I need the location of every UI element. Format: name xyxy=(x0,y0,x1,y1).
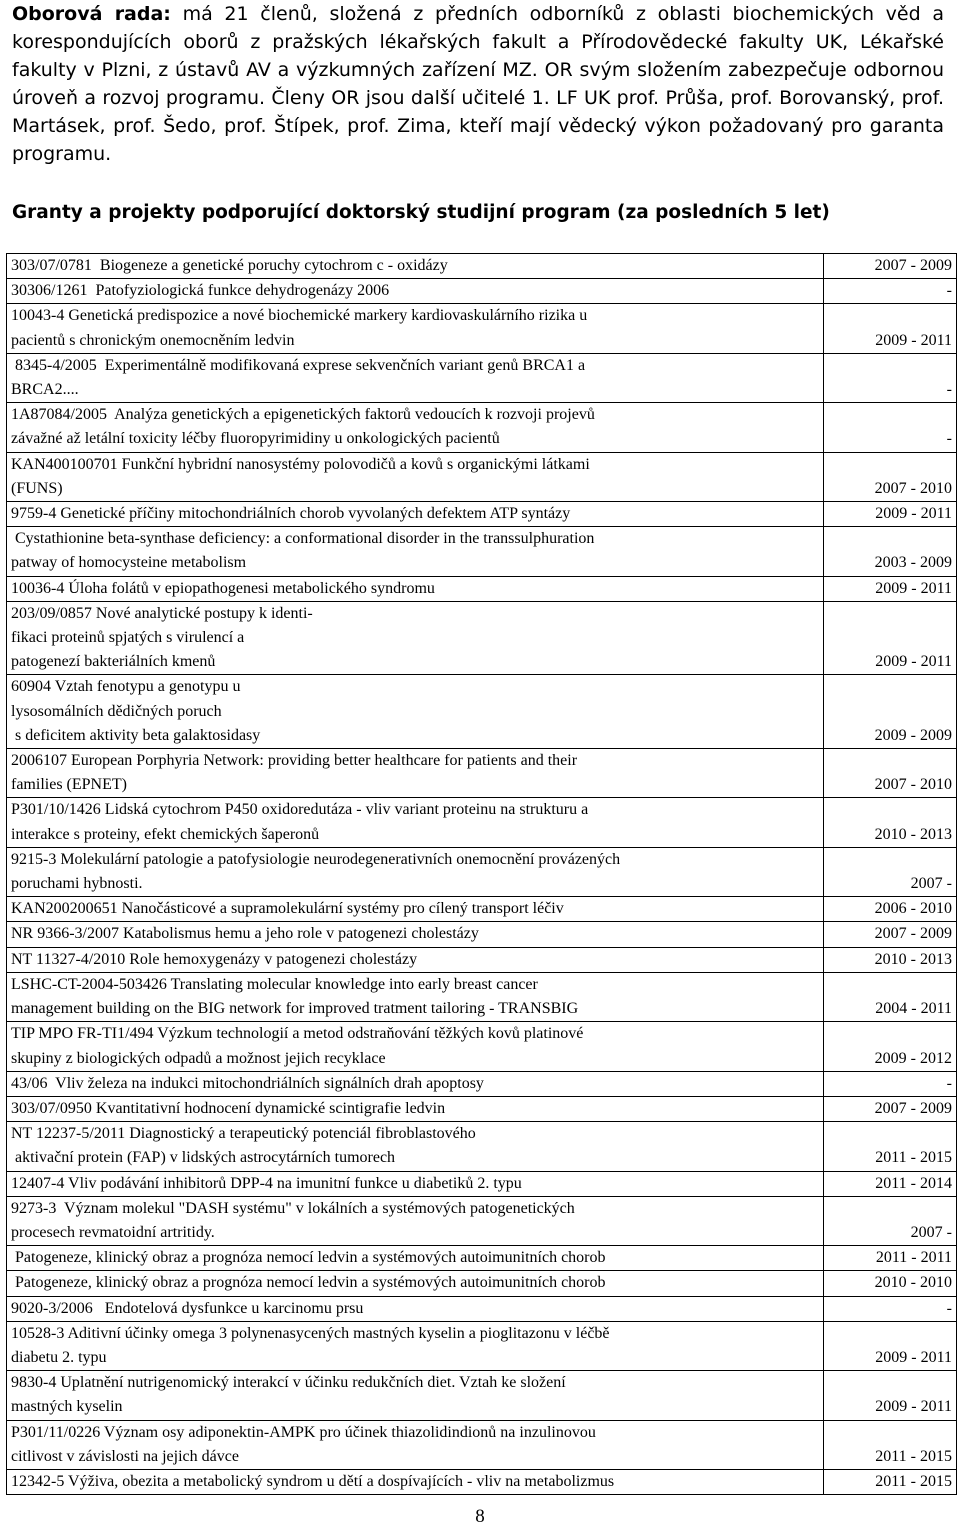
grant-description-line: závažné až letální toxicity léčby fluoropyrimidiny u onkologických pacientů xyxy=(11,430,500,448)
grant-description xyxy=(7,254,824,279)
grant-description-line: 303/07/0950 Kvantitativní hodnocení dynamické scintigrafie ledvin xyxy=(11,1099,446,1117)
table-row xyxy=(7,502,957,527)
grant-description-line: (FUNS) xyxy=(11,479,63,497)
table-row xyxy=(7,527,957,576)
grant-period: 2010 - 2010 xyxy=(824,1271,957,1296)
grant-period: 2007 - 2009 xyxy=(824,1096,957,1121)
grant-description xyxy=(7,798,824,847)
grant-period: 2007 - 2009 xyxy=(824,254,957,279)
grant-period: 2003 - 2009 xyxy=(824,527,957,576)
grant-description-line: mastných kyselin xyxy=(11,1398,123,1416)
grant-description xyxy=(7,749,824,798)
grant-period: 2006 - 2010 xyxy=(824,897,957,922)
grant-description xyxy=(7,922,824,947)
grant-description xyxy=(7,601,824,675)
intro-label: Oborová rada: xyxy=(12,3,171,25)
grant-period: 2009 - 2011 xyxy=(824,1371,957,1420)
table-row xyxy=(7,1420,957,1469)
grant-description-line: 10528-3 Aditivní účinky omega 3 polynenasycených mastných kyselin a pioglitazonu v léčbě xyxy=(11,1324,610,1342)
grant-description-line: Patogeneze, klinický obraz a prognóza nemocí ledvin a systémových autoimunitních chorob xyxy=(11,1274,606,1292)
grant-description-line: 303/07/0781 Biogeneze a genetické poruchy cytochrom c - oxidázy xyxy=(11,257,448,274)
grant-description-line: 9830-4 Uplatnění nutrigenomický interakcí v účinku redukčních diet. Vztah ke složení xyxy=(11,1374,566,1392)
table-row xyxy=(7,1022,957,1071)
grant-period: 2009 - 2011 xyxy=(824,1321,957,1370)
grant-description xyxy=(7,576,824,601)
grant-description xyxy=(7,353,824,402)
table-row xyxy=(7,1371,957,1420)
table-row xyxy=(7,403,957,452)
grant-period: 2007 - xyxy=(824,1196,957,1245)
table-row xyxy=(7,304,957,353)
table-row xyxy=(7,1096,957,1121)
table-row xyxy=(7,452,957,501)
grant-description xyxy=(7,1271,824,1296)
grant-description-line: 9020-3/2006 Endotelová dysfunkce u karcinomu prsu xyxy=(11,1299,364,1317)
grant-description-line: 10036-4 Úloha folátů v epiopathogenesi metabolického syndromu xyxy=(11,579,435,597)
table-row xyxy=(7,576,957,601)
grant-period: 2007 - xyxy=(824,847,957,896)
grant-period: - xyxy=(824,1071,957,1096)
table-row xyxy=(7,601,957,675)
grant-description xyxy=(7,1071,824,1096)
grant-description xyxy=(7,304,824,353)
table-row xyxy=(7,1469,957,1494)
grant-description xyxy=(7,897,824,922)
grant-description-line: aktivační protein (FAP) v lidských astrocytárních tumorech xyxy=(11,1149,396,1167)
table-row xyxy=(7,1246,957,1271)
table-row xyxy=(7,1296,957,1321)
grant-description-line: families (EPNET) xyxy=(11,776,127,794)
grant-description-line: 43/06 Vliv železa na indukci mitochondriálních signálních drah apoptosy xyxy=(11,1074,484,1092)
grants-heading: Granty a projekty podporující doktorský studijní program (za posledních 5 let) xyxy=(12,202,830,223)
grant-description xyxy=(7,1420,824,1469)
grant-description xyxy=(7,1171,824,1196)
page-number: 8 xyxy=(475,1506,485,1527)
grant-description-line: KAN200200651 Nanočásticové a supramolekulární systémy pro cílený transport léčiv xyxy=(11,900,564,918)
grant-period: 2010 - 2013 xyxy=(824,947,957,972)
grant-period: 2009 - 2011 xyxy=(824,304,957,353)
table-row xyxy=(7,1171,957,1196)
grant-period: 2010 - 2013 xyxy=(824,798,957,847)
table-row xyxy=(7,972,957,1021)
table-row xyxy=(7,279,957,304)
grant-description-line: KAN400100701 Funkční hybridní nanosystémy polovodičů a kovů s organickými látkami xyxy=(11,455,590,473)
grant-description-line: interakce s proteiny, efekt chemických šaperonů xyxy=(11,825,320,843)
grant-description-line: BRCA2.... xyxy=(11,381,79,399)
grant-description-line: Patogeneze, klinický obraz a prognóza nemocí ledvin a systémových autoimunitních chorob xyxy=(11,1249,606,1267)
grant-period: - xyxy=(824,1296,957,1321)
grant-description xyxy=(7,847,824,896)
grant-period: - xyxy=(824,279,957,304)
grant-description-line: fikaci proteinů spjatých s virulencí a xyxy=(11,629,245,647)
grant-period: 2004 - 2011 xyxy=(824,972,957,1021)
intro-text: má 21 členů, složená z předních odborníků z oblasti biochemických věd a korespondujících oborů z pražských lékařských fakult a Přírodovědecké fakulty UK, Lékařské fakulty v Plzni, z ústavů AV a výzkumných zařízení MZ. OR svým složením zabezpečuje odbornou úroveň a rozvoj programu. Členy OR jsou další učitelé 1. LF UK prof. Průša, prof. Borovanský, prof. Martásek, prof. Šedo, prof. Štípek, prof. Zima, kteří mají vědecký výkon požadovaný pro garanta programu. xyxy=(12,3,944,165)
table-row xyxy=(7,1071,957,1096)
grant-description-line: patogenezí bakteriálních kmenů xyxy=(11,653,216,671)
grant-description xyxy=(7,1296,824,1321)
grant-description-line: citlivost v závislosti na jejich dávce xyxy=(11,1447,239,1465)
grant-period: 2011 - 2015 xyxy=(824,1469,957,1494)
grant-description-line: NT 12237-5/2011 Diagnostický a terapeutický potenciál fibroblastového xyxy=(11,1125,476,1143)
grant-description-line: 12407-4 Vliv podávání inhibitorů DPP-4 na imunitní funkce u diabetiků 2. typu xyxy=(11,1174,522,1192)
grant-description xyxy=(7,1196,824,1245)
grant-description xyxy=(7,947,824,972)
table-row xyxy=(7,675,957,749)
grant-period: - xyxy=(824,403,957,452)
grant-description xyxy=(7,1246,824,1271)
grant-description-line: pacientů s chronickým onemocněním ledvin xyxy=(11,331,295,349)
grant-description xyxy=(7,1096,824,1121)
grant-period: 2009 - 2009 xyxy=(824,675,957,749)
grant-description-line: patway of homocysteine metabolism xyxy=(11,554,247,572)
grants-table xyxy=(6,253,957,1495)
grant-description-line: procesech revmatoidní artritidy. xyxy=(11,1223,215,1241)
table-row xyxy=(7,1321,957,1370)
grant-description xyxy=(7,972,824,1021)
grant-description-line: NR 9366-3/2007 Katabolismus hemu a jeho role v patogenezi cholestázy xyxy=(11,925,479,943)
grant-period: - xyxy=(824,353,957,402)
intro-paragraph xyxy=(12,0,944,168)
grant-description-line: Cystathionine beta-synthase deficiency: a conformational disorder in the transsulphuration xyxy=(11,530,595,548)
grant-description xyxy=(7,527,824,576)
grant-description-line: management building on the BIG network for improved tratment tailoring - TRANSBIG xyxy=(11,1000,579,1018)
grant-description-line: P301/11/0226 Význam osy adiponektin-AMPK pro účinek thiazolidindionů na inzulinovou xyxy=(11,1423,596,1441)
table-row xyxy=(7,749,957,798)
table-row xyxy=(7,353,957,402)
grant-description-line: TIP MPO FR-TI1/494 Výzkum technologií a metod odstraňování těžkých kovů platinové xyxy=(11,1025,584,1043)
grant-description xyxy=(7,1469,824,1494)
table-row xyxy=(7,1271,957,1296)
grant-period: 2009 - 2012 xyxy=(824,1022,957,1071)
table-row xyxy=(7,922,957,947)
grant-description-line: 203/09/0857 Nové analytické postupy k identi- xyxy=(11,604,313,622)
grant-description xyxy=(7,675,824,749)
grant-description xyxy=(7,502,824,527)
grant-description-line: NT 11327-4/2010 Role hemoxygenázy v patogenezi cholestázy xyxy=(11,950,418,968)
grant-description-line: skupiny z biologických odpadů a možnost jejich recyklace xyxy=(11,1049,386,1067)
grant-description-line: P301/10/1426 Lidská cytochrom P450 oxidoredutáza - vliv variant proteinu na strukturu a xyxy=(11,801,589,819)
grant-period: 2011 - 2011 xyxy=(824,1246,957,1271)
table-row xyxy=(7,847,957,896)
grant-description-line: 2006107 European Porphyria Network: providing better healthcare for patients and their xyxy=(11,752,578,770)
grant-description xyxy=(7,1122,824,1171)
grant-description xyxy=(7,1371,824,1420)
grant-period: 2011 - 2014 xyxy=(824,1171,957,1196)
grant-period: 2009 - 2011 xyxy=(824,502,957,527)
grant-description-line: poruchami hybnosti. xyxy=(11,875,143,893)
grant-description-line: 60904 Vztah fenotypu a genotypu u xyxy=(11,678,241,696)
grant-description-line: 9215-3 Molekulární patologie a patofysiologie neurodegenerativních onemocnění provázených xyxy=(11,850,621,868)
table-row xyxy=(7,254,957,279)
grant-description-line: 1A87084/2005 Analýza genetických a epigenetických faktorů vedoucích k rozvoji projevů xyxy=(11,406,595,424)
grant-description-line: LSHC-CT-2004-503426 Translating molecular knowledge into early breast cancer xyxy=(11,975,538,993)
grant-period: 2007 - 2010 xyxy=(824,452,957,501)
grant-period: 2007 - 2009 xyxy=(824,922,957,947)
grant-description-line: 30306/1261 Patofyziologická funkce dehydrogenázy 2006 xyxy=(11,282,390,300)
grants-table-body xyxy=(7,254,957,1495)
grant-period: 2011 - 2015 xyxy=(824,1122,957,1171)
grant-description xyxy=(7,403,824,452)
grant-description-line: 12342-5 Výživa, obezita a metabolický syndrom u dětí a dospívajících - vliv na metabolizmus xyxy=(11,1472,615,1490)
grant-description xyxy=(7,1022,824,1071)
grant-description xyxy=(7,452,824,501)
table-row xyxy=(7,897,957,922)
grant-description-line: lysosomálních dědičných poruch xyxy=(11,702,222,720)
table-row xyxy=(7,947,957,972)
table-row xyxy=(7,1196,957,1245)
grant-description-line: 10043-4 Genetická predispozice a nové biochemické markery kardiovaskulárního rizika u xyxy=(11,307,588,325)
grant-period: 2009 - 2011 xyxy=(824,576,957,601)
grant-period: 2011 - 2015 xyxy=(824,1420,957,1469)
grant-description-line: 8345-4/2005 Experimentálně modifikovaná exprese sekvenčních variant genů BRCA1 a xyxy=(11,356,586,374)
grant-description-line: 9273-3 Význam molekul "DASH systému" v lokálních a systémových patogenetických xyxy=(11,1199,575,1217)
table-row xyxy=(7,1122,957,1171)
grant-description-line: diabetu 2. typu xyxy=(11,1348,107,1366)
grant-period: 2007 - 2010 xyxy=(824,749,957,798)
table-row xyxy=(7,798,957,847)
grant-period: 2009 - 2011 xyxy=(824,601,957,675)
grant-description xyxy=(7,1321,824,1370)
grant-description-line: 9759-4 Genetické příčiny mitochondriálních chorob vyvolaných defektem ATP syntázy xyxy=(11,505,571,523)
grant-description-line: s deficitem aktivity beta galaktosidasy xyxy=(11,726,261,744)
grant-description xyxy=(7,279,824,304)
